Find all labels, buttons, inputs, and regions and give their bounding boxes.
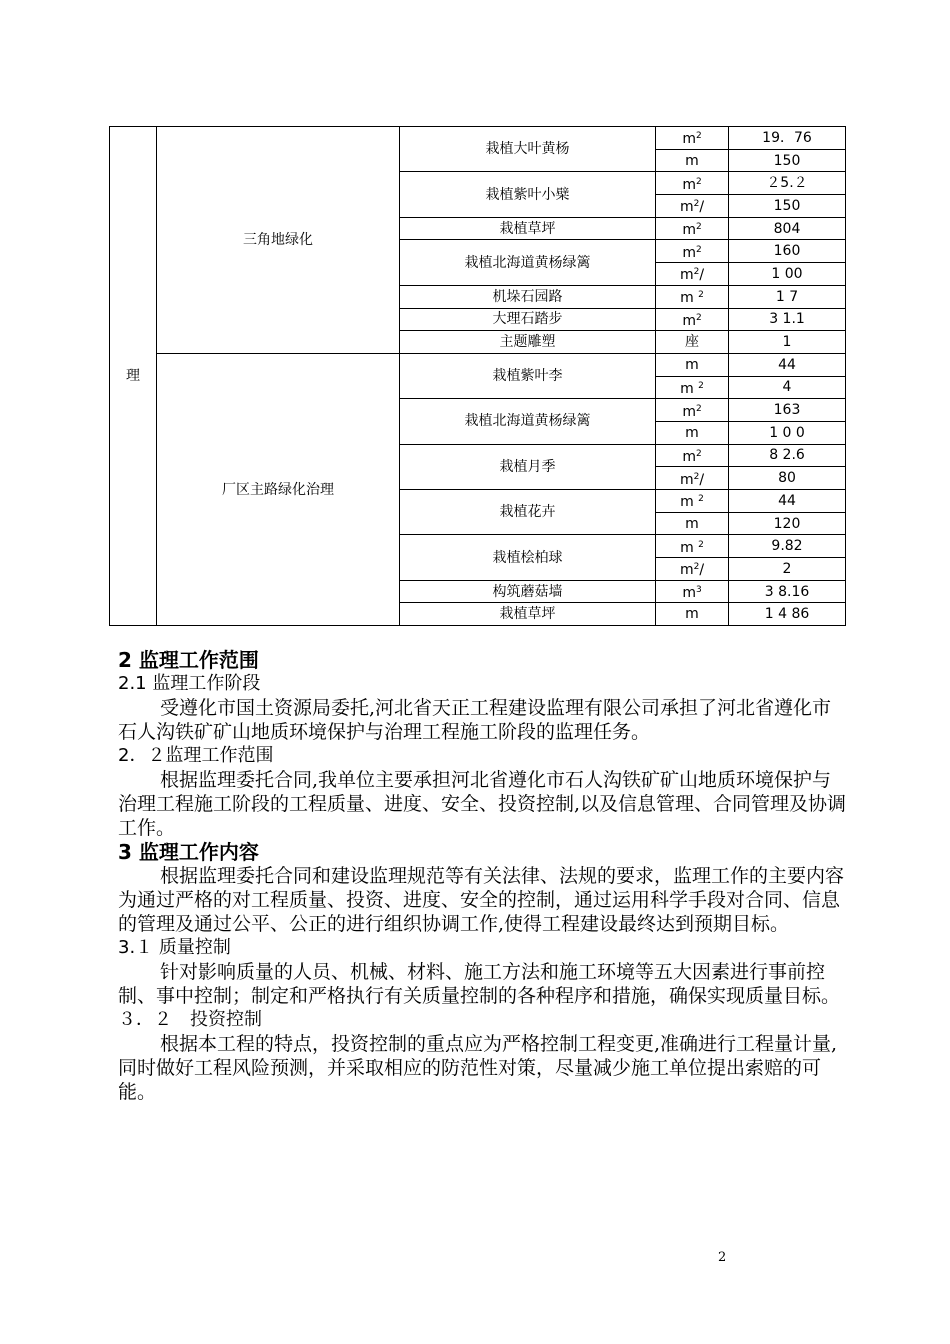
quantity-cell: 3 1.1 [729, 308, 846, 331]
item-name-cell: 栽植紫叶小檗 [400, 172, 656, 217]
section-heading: 3 监理工作内容 [118, 840, 259, 864]
paragraph: 根据本工程的特点，投资控制的重点应为严格控制工程变更,准确进行工程量计量,同时做好工程风险预测，并采取相应的防范性对策，尽量减少施工单位提出索赔的可能。 [118, 1033, 838, 1103]
quantity-cell: 1 4 86 [729, 603, 846, 626]
subsection-heading: ３．２ 投资控制 [118, 1009, 262, 1030]
item-name-cell: 栽植草坪 [400, 217, 656, 240]
quantity-cell: 8 2.6 [729, 444, 846, 467]
paragraph: 受遵化市国土资源局委托,河北省天正工程建设监理有限公司承担了河北省遵化市石人沟铁矿矿山地质环境保护与治理工程施工阶段的监理任务。 [118, 697, 832, 743]
quantity-cell: 2 [729, 558, 846, 581]
unit-cell: $m^2/$ [656, 467, 729, 490]
subsection-heading: 3.１ 质量控制 [118, 937, 231, 958]
item-name-cell: 栽植北海道黄杨绿篱 [400, 399, 656, 444]
group-cell: 三角地绿化 [157, 127, 400, 354]
unit-cell: m $^2$ [656, 535, 729, 558]
unit-cell: m [656, 149, 729, 172]
quantity-cell: 160 [729, 240, 846, 263]
unit-cell: $m^2$ [656, 127, 729, 150]
group-cell: 厂区主路绿化治理 [157, 353, 400, 625]
unit-cell: $m^2$ [656, 444, 729, 467]
unit-cell: m $^2$ [656, 285, 729, 308]
paragraph: 根据监理委托合同和建设监理规范等有关法律、法规的要求，监理工作的主要内容为通过严格的对工程质量、投资、进度、安全的控制，通过运用科学手段对合同、信息的管理及通过公平、公正的进行组织协调工作,使得工程建设最终达到预期目标。 [118, 865, 845, 935]
quantity-cell: 80 [729, 467, 846, 490]
quantity-cell: ２5.２ [729, 172, 846, 195]
item-name-cell: 主题雕塑 [400, 331, 656, 354]
quantity-cell: 163 [729, 399, 846, 422]
category-cell: 理 [110, 127, 157, 626]
item-name-cell: 栽植大叶黄杨 [400, 127, 656, 172]
unit-cell: m $^2$ [656, 376, 729, 399]
item-name-cell: 大理石踏步 [400, 308, 656, 331]
page-number: 2 [718, 1250, 727, 1265]
unit-cell: m [656, 512, 729, 535]
quantity-cell: 44 [729, 353, 846, 376]
quantity-cell: 1 0 0 [729, 421, 846, 444]
unit-cell: $m^3$ [656, 580, 729, 603]
quantity-cell: 120 [729, 512, 846, 535]
unit-cell: $m^2$ [656, 217, 729, 240]
table-row [110, 353, 846, 376]
unit-cell: m [656, 603, 729, 626]
quantity-cell: 804 [729, 217, 846, 240]
quantity-cell: 9.82 [729, 535, 846, 558]
body-text [118, 648, 848, 1104]
item-name-cell: 栽植北海道黄杨绿篱 [400, 240, 656, 285]
quantity-cell: 19．76 [729, 127, 846, 150]
item-name-cell: 栽植月季 [400, 444, 656, 489]
item-name-cell: 栽植花卉 [400, 490, 656, 535]
unit-cell: $m^2$ [656, 240, 729, 263]
item-name-cell: 机垛石园路 [400, 285, 656, 308]
quantity-cell: 1 7 [729, 285, 846, 308]
unit-cell: $m^2/$ [656, 263, 729, 286]
paragraph: 针对影响质量的人员、机械、材料、施工方法和施工环境等五大因素进行事前控制、事中控制；制定和严格执行有关质量控制的各种程序和措施，确保实现质量目标。 [118, 961, 841, 1007]
quantity-cell: 3 8.16 [729, 580, 846, 603]
unit-cell: $m^2$ [656, 308, 729, 331]
unit-cell: $m^2/$ [656, 195, 729, 218]
item-name-cell: 栽植草坪 [400, 603, 656, 626]
subsection-heading: 2．２监理工作范围 [118, 745, 274, 766]
unit-cell: $m^2$ [656, 172, 729, 195]
unit-cell: $m^2/$ [656, 558, 729, 581]
unit-cell: $m^2$ [656, 399, 729, 422]
quantity-cell: 1 [729, 331, 846, 354]
quantity-cell: 150 [729, 195, 846, 218]
work-quantity-table [109, 126, 846, 626]
unit-cell: m $^2$ [656, 490, 729, 513]
subsection-heading: 2.1 监理工作阶段 [118, 673, 261, 694]
paragraph: 根据监理委托合同,我单位主要承担河北省遵化市石人沟铁矿矿山地质环境保护与治理工程施工阶段的工程质量、进度、安全、投资控制,以及信息管理、合同管理及协调工作。 [118, 769, 847, 839]
table-row [110, 127, 846, 150]
quantity-cell: 1 00 [729, 263, 846, 286]
quantity-cell: 4 [729, 376, 846, 399]
item-name-cell: 栽植桧柏球 [400, 535, 656, 580]
quantity-cell: 150 [729, 149, 846, 172]
item-name-cell: 构筑蘑菇墙 [400, 580, 656, 603]
section-heading: 2 监理工作范围 [118, 648, 259, 672]
unit-cell: m [656, 421, 729, 444]
item-name-cell: 栽植紫叶李 [400, 353, 656, 398]
unit-cell: m [656, 353, 729, 376]
quantity-cell: 44 [729, 490, 846, 513]
unit-cell: 座 [656, 331, 729, 354]
